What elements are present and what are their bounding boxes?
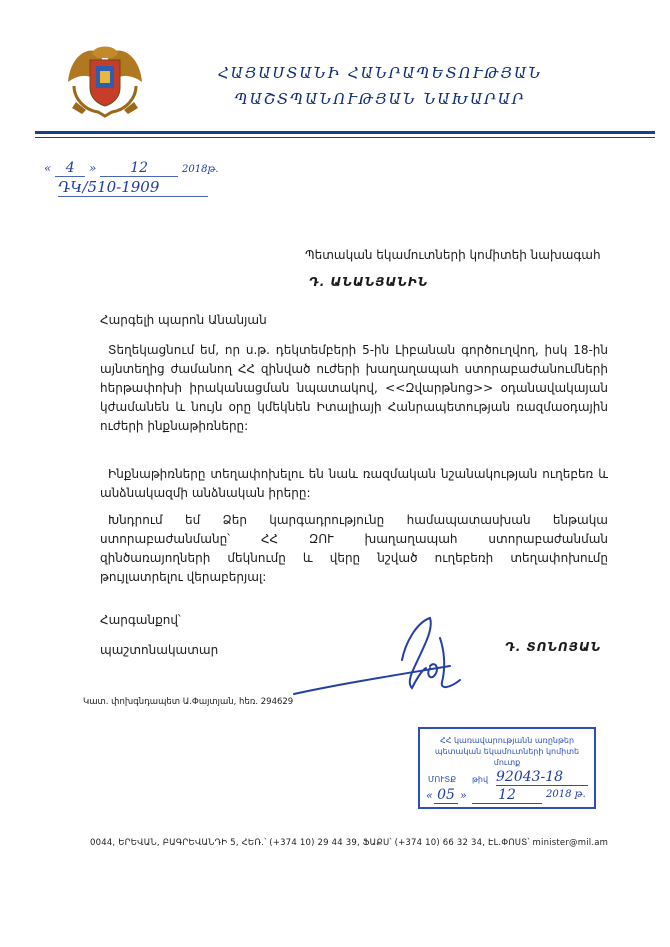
stamp-incoming-label: ՄՈՒՏՔ (428, 775, 457, 784)
stamp-line2: պետական եկամուտների կոմիտե (434, 747, 580, 756)
stamp-line3: մուտք (493, 758, 521, 767)
closing-regards: Հարգանքով՝ (100, 613, 181, 627)
executor-line: Կատ. փոխգնդապետ Ա.Փայտյան, հեռ. 294629 (83, 697, 294, 707)
ministry-title-line2: ՊԱՇՏՊԱՆՈՒԹՅԱՆ ՆԱԽԱՐԱՐ (234, 90, 526, 108)
stamp-month: 12 (472, 787, 542, 804)
ministry-title (180, 60, 580, 112)
signer-position: պաշտոնակատար (100, 643, 219, 657)
addressee-title: Պետական եկամուտների կոմիտեի նախագահ (305, 248, 601, 262)
ministry-title-line1: ՀԱՅԱՍՏԱՆԻ ՀԱՆՐԱՊԵՏՈՒԹՅԱՆ (217, 64, 543, 82)
reference-year: 2018թ. (182, 164, 219, 175)
stamp-year: 2018 թ. (546, 789, 586, 800)
date-close-quote: » (89, 161, 97, 175)
footer-contacts: 0044, ԵՐԵՎԱՆ, ԲԱԳՐԵՎԱՆԴԻ 5, ՀԵՌ.՝ (+374 10) 29 44 39, ՖԱՔՍ՝ (+374 10) 66 32 34, ԷԼ.ՓՈՍՏ՝ minister@mil.am (90, 838, 609, 848)
body-paragraph-3: Խնդրում եմ Ձեր կարգադրությունը համապատասխան ենթակա ստորաբաժանմանը՝ ՀՀ ԶՈՒ խաղաղապահ ստորաբաժանման զինծառայողների մեկնումը և վերը նշված ուղեբեռի տեղափոխումը թույլատրելու վերաբերյալ: (100, 513, 608, 584)
stamp-day: 05 (434, 787, 458, 804)
stamp-line1: ՀՀ կառավարությանն առընթեր (439, 736, 575, 745)
incoming-stamp (418, 727, 596, 809)
stamp-date-open-quote: « (426, 789, 433, 802)
reference-number: ԴԿ/510-1909 (58, 178, 208, 197)
body-paragraph-1: Տեղեկացնում եմ, որ ս.թ. դեկտեմբերի 5-ին Լիբանան գործուղվող, իսկ 18-ին այնտեղից ժամանող ՀՀ զինված ուժերի խաղաղապահ ստորաբաժանումների հերթափոխի իրականացման նպատակով, <<Զվարթնոց>> օդանավակայան կժամանեն և նույն օրը կմեկնեն Իտալիայի Հանրապետության ռազմաօդային ուժերի ինքնաթիռները: (100, 343, 608, 433)
reference-month: 12 (100, 160, 178, 177)
addressee-name: Դ. ԱՆԱՆՅԱՆԻՆ (309, 275, 429, 289)
salutation: Հարգելի պարոն Անանյան (100, 313, 267, 327)
signer-name: Դ. ՏՈՆՈՅԱՆ (505, 640, 602, 654)
reference-date (44, 160, 219, 177)
header-rule-thin (35, 137, 655, 138)
handwritten-signature (290, 610, 490, 705)
stamp-number-label: թիվ (472, 775, 489, 784)
header-rule-thick (35, 131, 655, 134)
coat-of-arms-emblem (64, 36, 146, 118)
date-open-quote: « (44, 161, 52, 175)
body-paragraph-2: Ինքնաթիռները տեղափոխելու են նաև ռազմական նշանակության ուղեբեռ և անձնակազմի անձնական իրերը: (100, 467, 608, 500)
stamp-date-close-quote: » (460, 789, 467, 802)
stamp-number: 92043-18 (496, 769, 588, 786)
reference-day: 4 (55, 160, 85, 177)
